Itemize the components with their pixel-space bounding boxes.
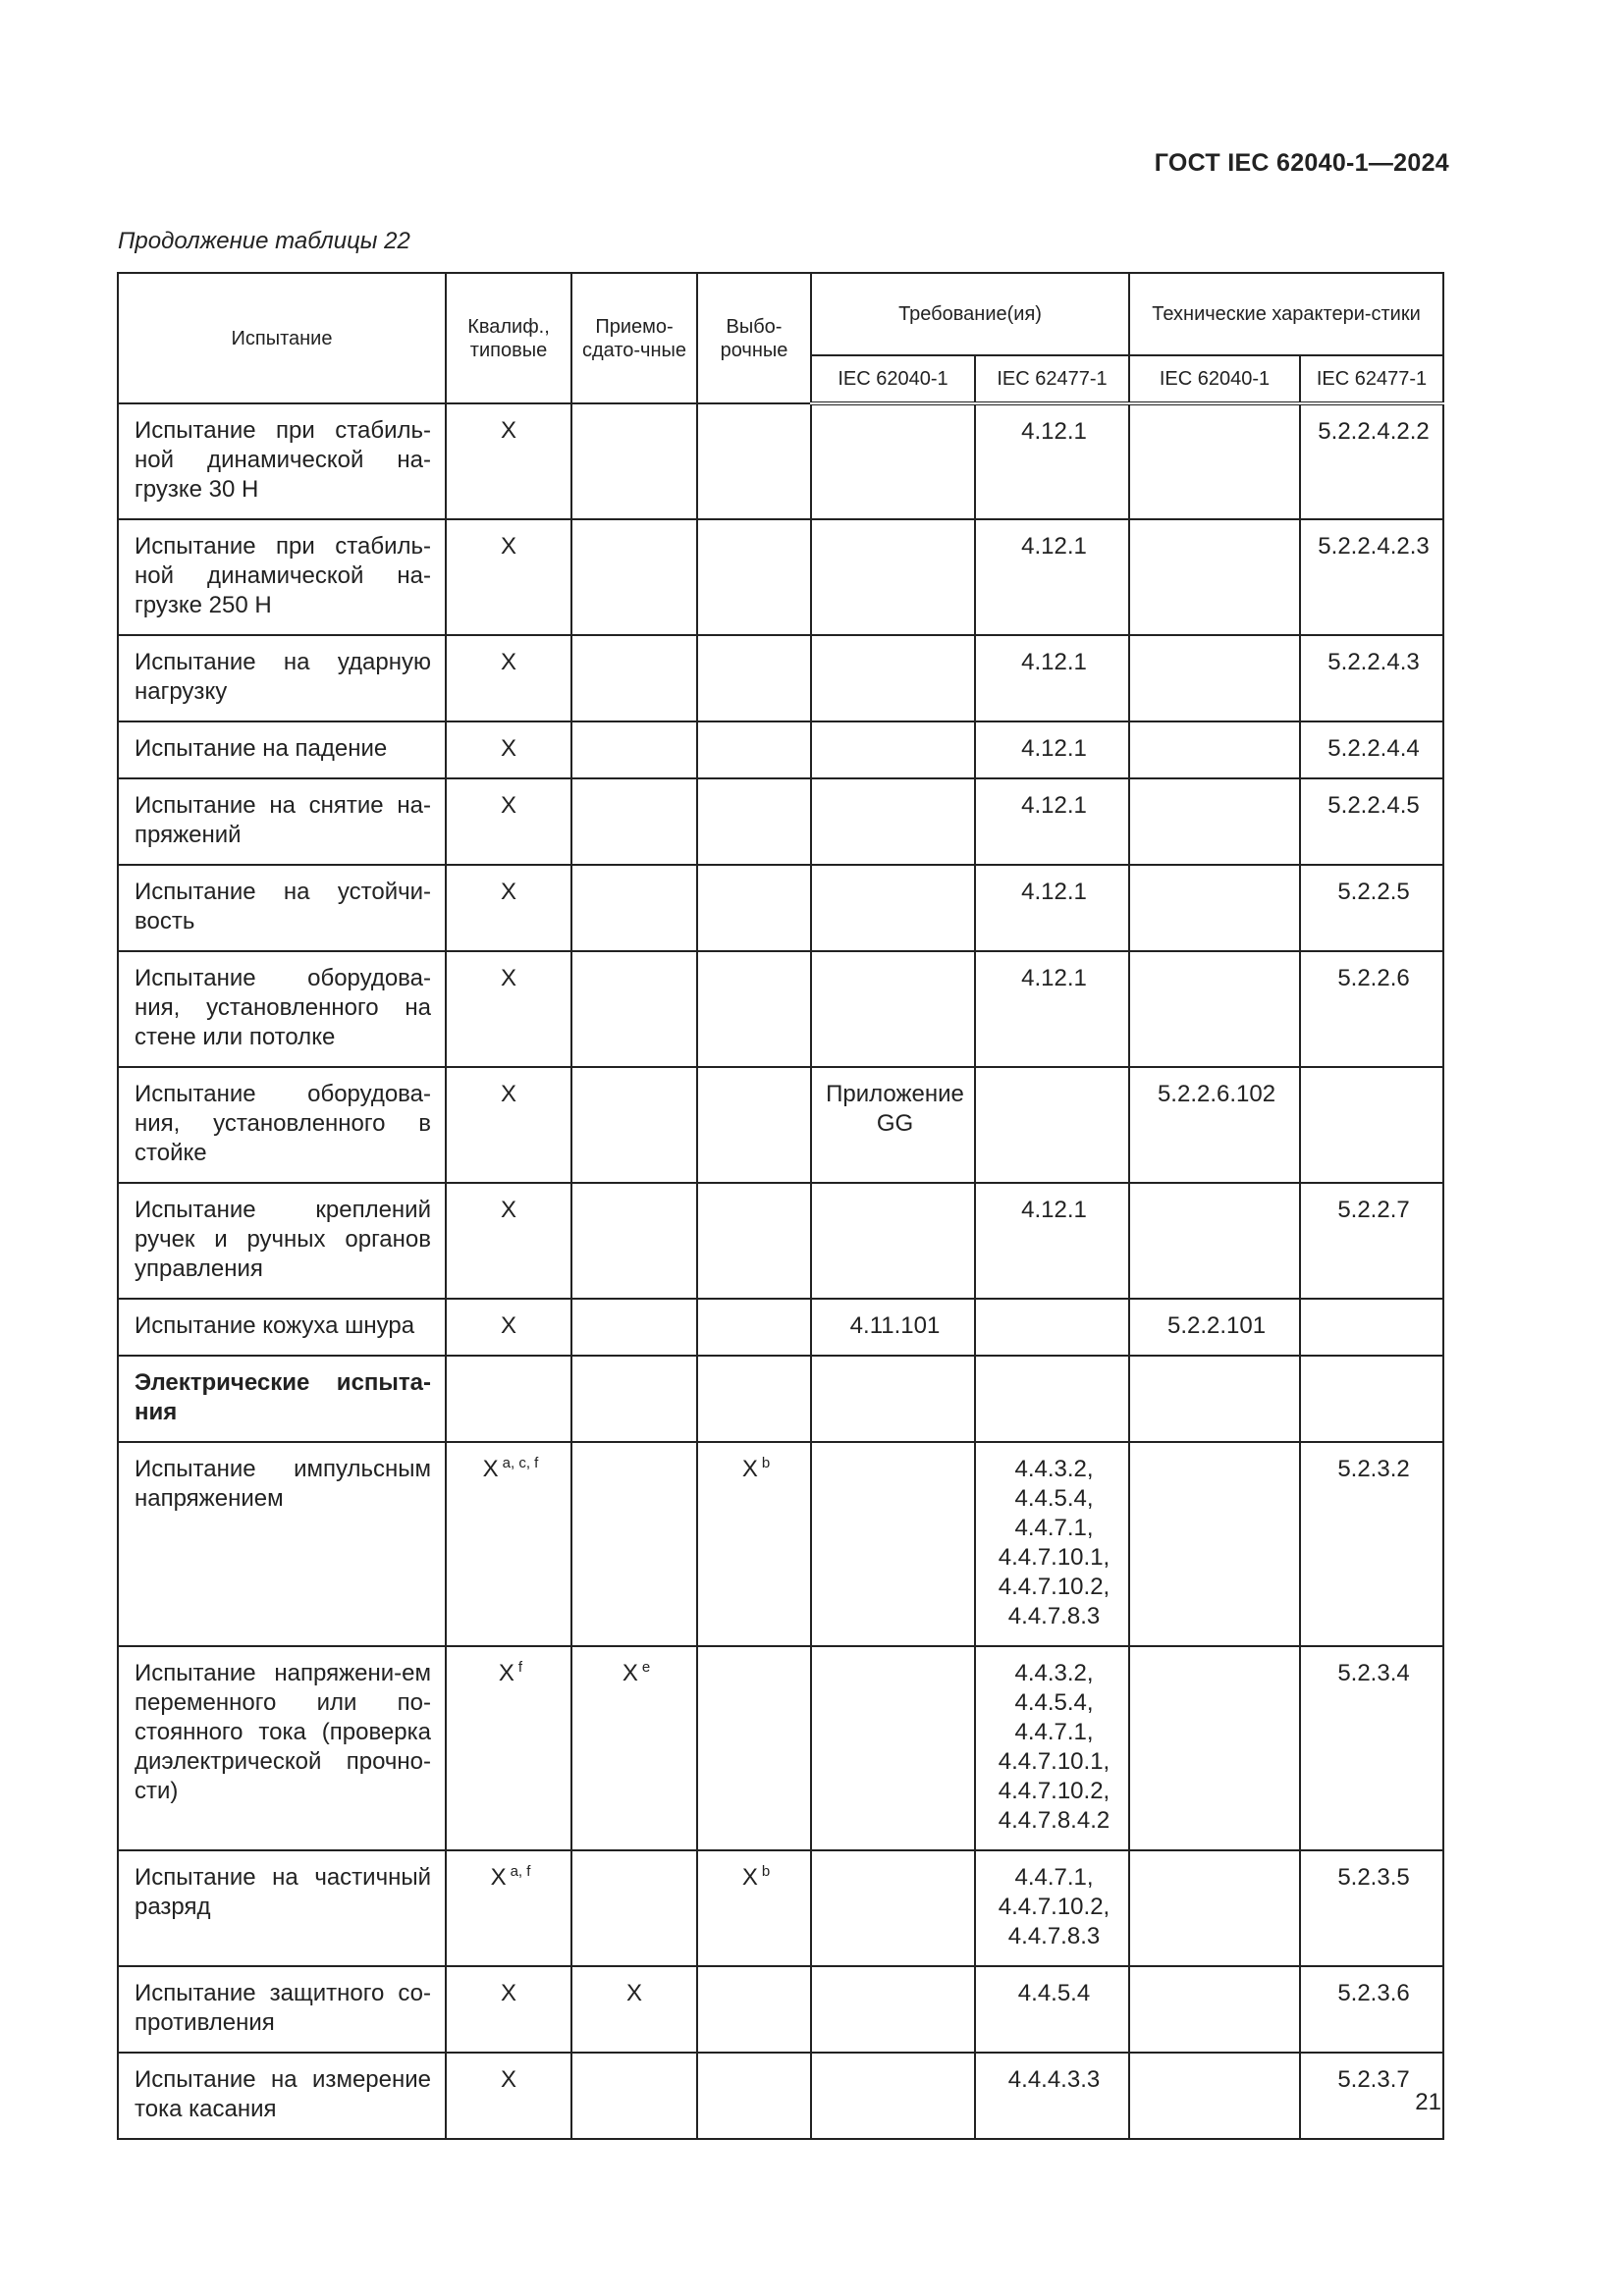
test-name-cell: Испытание напряжени-ем переменного или по-стоянного тока (проверка диэлектрической прочно-сти)	[118, 1646, 446, 1850]
test-name-cell: Испытание креплений ручек и ручных органов управления	[118, 1183, 446, 1299]
acceptance-mark-cell	[571, 2053, 697, 2139]
mark-value: X	[500, 649, 516, 675]
acceptance-mark-cell	[571, 1299, 697, 1356]
req-iec62040-cell	[811, 519, 975, 635]
tech-iec62477-cell: 5.2.3.5	[1300, 1850, 1443, 1966]
mark-value: X	[490, 1864, 507, 1891]
acceptance-mark-cell	[571, 1646, 697, 1850]
req-iec62040-cell	[811, 1442, 975, 1646]
table-row	[118, 1067, 1443, 1183]
tech-iec62040-cell	[1129, 1356, 1300, 1442]
tech-iec62040-cell	[1129, 403, 1300, 519]
tech-iec62477-cell: 5.2.2.5	[1300, 865, 1443, 951]
test-name-cell: Испытание кожуха шнура	[118, 1299, 446, 1356]
req-iec62040-cell	[811, 1356, 975, 1442]
req-iec62040-cell: Приложение GG	[811, 1067, 975, 1183]
req-iec62477-cell: 4.4.5.4	[975, 1966, 1129, 2053]
table-row	[118, 1442, 1443, 1646]
req-iec62040-cell	[811, 865, 975, 951]
sampling-mark-cell	[697, 635, 811, 721]
req-iec62477-cell	[975, 1299, 1129, 1356]
table-row	[118, 721, 1443, 778]
test-name-cell: Испытание оборудова-ния, установленного в стойке	[118, 1067, 446, 1183]
tech-iec62040-cell	[1129, 1850, 1300, 1966]
tech-iec62040-cell: 5.2.2.6.102	[1129, 1067, 1300, 1183]
acceptance-mark-cell	[571, 951, 697, 1067]
acceptance-mark-cell	[571, 519, 697, 635]
header-req-iec62477: IEC 62477-1	[975, 355, 1129, 403]
qualification-mark-cell	[446, 1646, 571, 1850]
footnote-marks: f	[517, 1659, 523, 1676]
req-iec62477-cell: 4.4.7.1, 4.4.7.10.2, 4.4.7.8.3	[975, 1850, 1129, 1966]
sampling-mark-cell	[697, 951, 811, 1067]
table-body	[118, 403, 1443, 2139]
qualification-mark-cell	[446, 1442, 571, 1646]
qualification-mark-cell	[446, 721, 571, 778]
test-name-cell: Электрические испыта-ния	[118, 1356, 446, 1442]
qualification-mark-cell	[446, 635, 571, 721]
header-technical-specs: Технические характери-стики	[1129, 273, 1443, 355]
tech-iec62477-cell: 5.2.3.2	[1300, 1442, 1443, 1646]
req-iec62477-cell	[975, 1067, 1129, 1183]
tech-iec62040-cell	[1129, 721, 1300, 778]
qualification-mark-cell	[446, 1356, 571, 1442]
test-name-cell: Испытание на измерение тока касания	[118, 2053, 446, 2139]
acceptance-mark-cell	[571, 721, 697, 778]
sampling-mark-cell	[697, 403, 811, 519]
tech-iec62477-cell: 5.2.2.4.2.3	[1300, 519, 1443, 635]
req-iec62477-cell: 4.12.1	[975, 403, 1129, 519]
mark-value: X	[500, 879, 516, 905]
table-row	[118, 778, 1443, 865]
mark-value: X	[500, 417, 516, 444]
req-iec62040-cell	[811, 1646, 975, 1850]
table-row	[118, 2053, 1443, 2139]
req-iec62477-cell: 4.12.1	[975, 951, 1129, 1067]
req-iec62040-cell	[811, 2053, 975, 2139]
table-row	[118, 1299, 1443, 1356]
sampling-mark-cell	[697, 1850, 811, 1966]
qualification-mark-cell	[446, 865, 571, 951]
mark-value: X	[482, 1456, 499, 1482]
mark-value: X	[500, 1197, 516, 1223]
mark-value: X	[500, 965, 516, 991]
sampling-mark-cell	[697, 1356, 811, 1442]
tech-iec62477-cell	[1300, 1356, 1443, 1442]
table-row	[118, 1646, 1443, 1850]
tech-iec62477-cell: 5.2.2.4.3	[1300, 635, 1443, 721]
tech-iec62477-cell	[1300, 1067, 1443, 1183]
req-iec62477-cell: 4.4.3.2, 4.4.5.4, 4.4.7.1, 4.4.7.10.1, 4.4.7.10.2, 4.4.7.8.4.2	[975, 1646, 1129, 1850]
test-name-cell: Испытание при стабиль-ной динамической на-грузке 250 Н	[118, 519, 446, 635]
tech-iec62040-cell	[1129, 778, 1300, 865]
footnote-marks: a, c, f	[502, 1455, 539, 1471]
sampling-mark-cell	[697, 1067, 811, 1183]
header-qualification: Квалиф., типовые	[446, 273, 571, 403]
req-iec62040-cell	[811, 1966, 975, 2053]
sampling-mark-cell	[697, 519, 811, 635]
req-iec62040-cell	[811, 635, 975, 721]
header-tech-iec62040: IEC 62040-1	[1129, 355, 1300, 403]
table-row	[118, 951, 1443, 1067]
test-name-cell: Испытание на устойчи-вость	[118, 865, 446, 951]
qualification-mark-cell	[446, 2053, 571, 2139]
table-row	[118, 403, 1443, 519]
header-requirements: Требование(ия)	[811, 273, 1129, 355]
sampling-mark-cell	[697, 778, 811, 865]
tech-iec62040-cell	[1129, 1646, 1300, 1850]
tech-iec62040-cell	[1129, 1966, 1300, 2053]
table-row	[118, 635, 1443, 721]
mark-value: X	[625, 1980, 642, 2006]
req-iec62040-cell	[811, 951, 975, 1067]
tech-iec62040-cell	[1129, 865, 1300, 951]
qualification-mark-cell	[446, 778, 571, 865]
header-tech-iec62477: IEC 62477-1	[1300, 355, 1443, 403]
test-name-cell: Испытание на снятие на-пряжений	[118, 778, 446, 865]
req-iec62477-cell: 4.12.1	[975, 778, 1129, 865]
req-iec62040-cell	[811, 1850, 975, 1966]
tech-iec62040-cell	[1129, 2053, 1300, 2139]
qualification-mark-cell	[446, 1850, 571, 1966]
tech-iec62477-cell: 5.2.2.4.2.2	[1300, 403, 1443, 519]
acceptance-mark-cell	[571, 865, 697, 951]
tech-iec62040-cell	[1129, 951, 1300, 1067]
mark-value: X	[741, 1456, 758, 1482]
req-iec62477-cell: 4.12.1	[975, 865, 1129, 951]
req-iec62477-cell	[975, 1356, 1129, 1442]
acceptance-mark-cell	[571, 1356, 697, 1442]
footnote-marks: b	[761, 1863, 771, 1880]
req-iec62040-cell	[811, 403, 975, 519]
sampling-mark-cell	[697, 1183, 811, 1299]
req-iec62477-cell: 4.12.1	[975, 635, 1129, 721]
sampling-mark-cell	[697, 2053, 811, 2139]
mark-value: X	[622, 1660, 638, 1686]
qualification-mark-cell	[446, 951, 571, 1067]
acceptance-mark-cell	[571, 1966, 697, 2053]
mark-value: X	[500, 792, 516, 819]
req-iec62040-cell: 4.11.101	[811, 1299, 975, 1356]
mark-value: X	[500, 1312, 516, 1339]
tests-table	[117, 272, 1444, 2140]
qualification-mark-cell	[446, 519, 571, 635]
qualification-mark-cell	[446, 1183, 571, 1299]
tech-iec62477-cell: 5.2.3.4	[1300, 1646, 1443, 1850]
table-row	[118, 1850, 1443, 1966]
qualification-mark-cell	[446, 1966, 571, 2053]
footnote-marks: e	[641, 1659, 651, 1676]
acceptance-mark-cell	[571, 1183, 697, 1299]
table-row	[118, 519, 1443, 635]
test-name-cell: Испытание при стабиль-ной динамической на-грузке 30 Н	[118, 403, 446, 519]
table-row	[118, 1356, 1443, 1442]
footnote-marks: b	[761, 1455, 771, 1471]
req-iec62040-cell	[811, 721, 975, 778]
tech-iec62477-cell: 5.2.3.7	[1300, 2053, 1443, 2139]
test-name-cell: Испытание защитного со-противления	[118, 1966, 446, 2053]
table-row	[118, 1183, 1443, 1299]
req-iec62040-cell	[811, 1183, 975, 1299]
tech-iec62040-cell	[1129, 519, 1300, 635]
sampling-mark-cell	[697, 865, 811, 951]
mark-value: X	[500, 1980, 516, 2006]
acceptance-mark-cell	[571, 778, 697, 865]
test-name-cell: Испытание на частичный разряд	[118, 1850, 446, 1966]
mark-value: X	[500, 533, 516, 560]
sampling-mark-cell	[697, 1299, 811, 1356]
header-acceptance: Приемо-сдато-чные	[571, 273, 697, 403]
acceptance-mark-cell	[571, 403, 697, 519]
qualification-mark-cell	[446, 1299, 571, 1356]
req-iec62477-cell: 4.12.1	[975, 1183, 1129, 1299]
header-req-iec62040: IEC 62040-1	[811, 355, 975, 403]
footnote-marks: a, f	[510, 1863, 531, 1880]
tech-iec62040-cell	[1129, 1442, 1300, 1646]
acceptance-mark-cell	[571, 1067, 697, 1183]
acceptance-mark-cell	[571, 1442, 697, 1646]
tech-iec62477-cell: 5.2.2.4.5	[1300, 778, 1443, 865]
req-iec62477-cell: 4.12.1	[975, 519, 1129, 635]
test-name-cell: Испытание импульсным напряжением	[118, 1442, 446, 1646]
tech-iec62477-cell: 5.2.2.7	[1300, 1183, 1443, 1299]
test-name-cell: Испытание на ударную нагрузку	[118, 635, 446, 721]
tech-iec62040-cell: 5.2.2.101	[1129, 1299, 1300, 1356]
table-row	[118, 865, 1443, 951]
tech-iec62477-cell: 5.2.3.6	[1300, 1966, 1443, 2053]
mark-value: X	[741, 1864, 758, 1891]
req-iec62040-cell	[811, 778, 975, 865]
sampling-mark-cell	[697, 1646, 811, 1850]
mark-value: X	[500, 735, 516, 762]
document-code: ГОСТ IEC 62040-1—2024	[1154, 149, 1449, 177]
page-number: 21	[1415, 2089, 1441, 2115]
tech-iec62477-cell	[1300, 1299, 1443, 1356]
table-row	[118, 1966, 1443, 2053]
table-caption: Продолжение таблицы 22	[118, 228, 410, 254]
tech-iec62477-cell: 5.2.2.6	[1300, 951, 1443, 1067]
acceptance-mark-cell	[571, 635, 697, 721]
mark-value: X	[498, 1660, 514, 1686]
sampling-mark-cell	[697, 721, 811, 778]
mark-value: X	[500, 1081, 516, 1107]
qualification-mark-cell	[446, 403, 571, 519]
header-sampling: Выбо-рочные	[697, 273, 811, 403]
req-iec62477-cell: 4.12.1	[975, 721, 1129, 778]
test-name-cell: Испытание на падение	[118, 721, 446, 778]
req-iec62477-cell: 4.4.4.3.3	[975, 2053, 1129, 2139]
sampling-mark-cell	[697, 1442, 811, 1646]
tech-iec62040-cell	[1129, 635, 1300, 721]
qualification-mark-cell	[446, 1067, 571, 1183]
header-test: Испытание	[118, 273, 446, 403]
tech-iec62040-cell	[1129, 1183, 1300, 1299]
sampling-mark-cell	[697, 1966, 811, 2053]
req-iec62477-cell: 4.4.3.2, 4.4.5.4, 4.4.7.1, 4.4.7.10.1, 4.4.7.10.2, 4.4.7.8.3	[975, 1442, 1129, 1646]
test-name-cell: Испытание оборудова-ния, установленного на стене или потолке	[118, 951, 446, 1067]
acceptance-mark-cell	[571, 1850, 697, 1966]
mark-value: X	[500, 2066, 516, 2093]
tech-iec62477-cell: 5.2.2.4.4	[1300, 721, 1443, 778]
